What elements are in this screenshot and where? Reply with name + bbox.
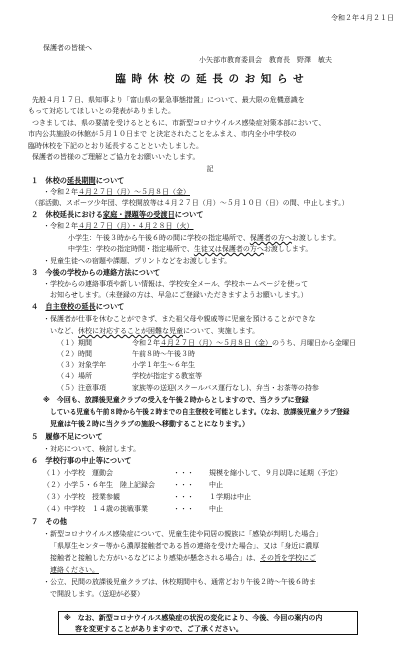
intro-line: 市内公共施設の休館が５月１０日まで と決定されたことをふまえ、市内全小中学校の <box>28 130 297 138</box>
event-name: （２）小学５・６年生 陸上記録会 <box>43 481 155 489</box>
section2-note: ・児童生徒への宿題や課題、プリントなどをお渡しします。 <box>43 257 232 265</box>
section5-line: ・対応について、検討します。 <box>43 445 141 453</box>
event-dots: ・・・ <box>173 505 194 513</box>
section7-line: 「県厚生センター等から濃厚接触者である旨の連絡を受けた場合」、又は「身近に濃厚 <box>50 542 320 550</box>
section4-heading: ４ 自主登校の延長について <box>31 302 125 311</box>
recipient: 保護者の皆様へ <box>43 44 92 52</box>
section4-row-label: （１）期間 <box>57 339 92 347</box>
notice-line: 容を変更することがありますので、ご了承ください。 <box>75 625 243 633</box>
section2-dates: ・令和２年４月２７日（月）・４月２８日（火） <box>43 222 194 230</box>
section4-row-label: （４）場所 <box>57 372 92 380</box>
event-status: 中止 <box>209 505 223 513</box>
section6-heading: ６ 学校行事の中止等について <box>31 456 132 465</box>
event-name: （３）小学校 授業参観 <box>43 493 120 501</box>
section5-heading: ５ 履修不足について <box>31 432 103 441</box>
section4-notice: 児童は午後２時に当クラブの施設へ移動することになります。） <box>50 420 249 428</box>
section7-heading: ７ その他 <box>31 517 67 526</box>
section3-line: お知らせします。（未登録の方は、早急にご登録いただきますようお願いします。） <box>50 291 308 299</box>
section4-notice: している児童も午前８時から午後２時までの自主登校を可能とします。（なお、放課後児童クラブ登録 <box>50 408 350 416</box>
section4-row-value: 午前８時～午後３時 <box>132 350 195 358</box>
section1-heading: １ 休校の延長期間について <box>31 176 125 185</box>
section4-row-label: （５）注意事項 <box>57 384 106 392</box>
section3-heading: ３ 今後の学校からの連絡方法について <box>31 268 161 277</box>
section4-notice: ※ 今回も、放課後児童クラブの受入を午後２時からとしますので、当クラブに登録 <box>43 396 309 404</box>
section7-line: で開設します。（送迎が必要） <box>50 590 144 598</box>
section4-row-value: 小学１年生～６年生 <box>132 361 195 369</box>
section2-elementary: 小学生：午後３時から午後６時の間に学校の指定場所で、保護者の方へお渡しします。 <box>68 234 341 242</box>
section4-row-value: 学校が指定する教室等 <box>132 372 202 380</box>
section4-row-label: （３）対象学年 <box>57 361 106 369</box>
intro-line: 臨時休校を下記のとおり延長することといたしました。 <box>28 142 203 150</box>
document-title: 臨 時 休 校 の 延 長 の お 知 ら せ <box>115 73 305 85</box>
event-dots: ・・・ <box>173 481 194 489</box>
intro-line: もって対応してほしいとの発表がありました。 <box>28 107 175 115</box>
event-status: １学期は中止 <box>209 493 251 501</box>
sender: 小矢部市教育委員会 教育長 野澤 敏夫 <box>199 56 332 64</box>
section7-line: ・公立、民間の放課後児童クラブは、休校期間中も、通常どおり午後２時～午後６時ま <box>43 578 316 586</box>
intro-line: つきましては、県の要請を受けるとともに、市新型コロナウイルス感染症対策本部において、 <box>32 119 326 127</box>
notice-line: ※ なお、新型コロナウイルス感染症の状況の変化により、今後、今回の案内の内 <box>64 614 323 622</box>
intro-line: 保護者の皆様のご理解とご協力をお願いいたします。 <box>32 153 200 161</box>
event-status: 規模を縮小して、９月以降に延期（予定） <box>209 469 342 477</box>
section4-line: ・保護者が仕事を休むことができず、また祖父母や親戚等に児童を預けることができな <box>43 315 316 323</box>
section2-heading: ２ 休校延長における家庭・課題等の受渡日について <box>31 210 204 219</box>
section3-line: ・学校からの連絡事項や新しい情報は、学校安全メール、学校ホームページを使って <box>43 280 309 288</box>
section4-row-value: 令和２年４月２７日（月）～５月８日（金）のうち、月曜日から金曜日 <box>132 339 356 347</box>
event-dots: ・・・ <box>173 469 194 477</box>
ki-label: 記 <box>206 165 214 173</box>
section4-row-value: 家族等の送迎(スクールバス運行なし)、弁当・お茶等の持参 <box>132 384 319 392</box>
intro-line: 先般４月１７日、県知事より「富山県の緊急事態措置」について、最大限の危機意識を <box>32 96 305 104</box>
document-date: 令和２年４月２１日 <box>331 14 394 22</box>
section4-row-label: （２）時間 <box>57 350 92 358</box>
event-status: 中止 <box>209 481 223 489</box>
section4-line: いなど、休校に対応することが困難な児童について、実施します。 <box>50 327 260 335</box>
event-name: （１）小学校 運動会 <box>43 469 113 477</box>
event-name: （４）中学校 １４歳の挑戦事業 <box>43 505 148 513</box>
section1-period: ・令和２年４月２７日（月）～５月８日（金） <box>43 188 190 196</box>
event-dots: ・・・ <box>173 493 194 501</box>
section1-note: （部活動、スポーツ少年団、学校開放等は４月２７日（月）～５月１０日（日）の間、中止します。） <box>31 199 349 207</box>
section7-line: 連絡ください。 <box>50 566 99 574</box>
section7-line: 接触者と接触した方がいるなどにより感染が懸念される場合」は、その旨を学校にご <box>50 554 316 562</box>
section7-line: ・新型コロナウイルス感染症について、児童生徒や同居の親族に「感染が判明した場合」 <box>43 530 323 538</box>
section2-junior: 中学生：学校の指定時間・指定場所で、生徒又は保護者の方へお渡しします。 <box>68 245 313 253</box>
